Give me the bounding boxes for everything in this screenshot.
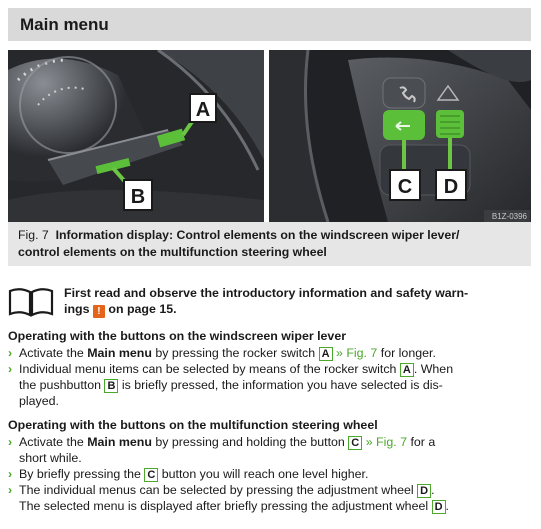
left-panel-wiper-lever [8, 50, 264, 222]
list-item: › By briefly pressing the C button you will reach one level higher. [8, 467, 369, 481]
callout-label-a: A [195, 99, 211, 121]
key-label-a: A [400, 363, 414, 377]
figure-illustration [8, 50, 531, 222]
callout-label-b: B [130, 186, 146, 208]
bullet-arrow-icon: › [8, 467, 13, 481]
figure-number: Fig. 7 [18, 228, 49, 242]
figure-caption [8, 222, 531, 266]
key-label-d: D [432, 500, 446, 514]
key-label-c: C [348, 436, 362, 450]
key-label-b: B [104, 379, 118, 393]
section-heading-wiper-lever: Operating with the buttons on the windscreen wiper lever [8, 329, 347, 343]
figure-title-line1: Information display: Control elements on the windscreen wiper lever/ [55, 228, 460, 242]
callout-label-d: D [443, 176, 459, 198]
figure-title-line2: control elements on the multifunction steering wheel [18, 245, 327, 259]
instructions [8, 328, 531, 514]
list-item: › Individual menu items can be selected by means of the rocker switch A . When the pushbutton B is briefly pressed, the information you have selected is dis- played. [8, 362, 454, 408]
figure-7 [8, 50, 531, 222]
page-header [8, 8, 531, 41]
bullet-arrow-icon: › [8, 483, 13, 497]
bullet-arrow-icon: › [8, 346, 13, 360]
figure-reference-link[interactable]: » Fig. 7 [365, 435, 408, 449]
figure-code: B1Z-0396 [491, 212, 527, 221]
bullet-arrow-icon: › [8, 435, 13, 449]
safety-note-line1: First read and observe the introductory information and safety warn- [64, 286, 469, 300]
callout-label-c: C [397, 176, 413, 198]
list-item: › Activate the Main menu by pressing and holding the button C » Fig. 7 for a short while. [8, 435, 436, 465]
section-heading-steering-wheel: Operating with the buttons on the multifunction steering wheel [8, 418, 378, 432]
book-icon [8, 287, 54, 317]
safety-note [8, 285, 531, 321]
key-label-a: A [319, 347, 333, 361]
list-item: › The individual menus can be selected by pressing the adjustment wheel D . The selected menu is displayed after briefly pressing the adjustment wheel D . [8, 483, 449, 513]
right-panel-steering-wheel [269, 50, 531, 222]
page-title: Main menu [20, 14, 109, 34]
key-label-c: C [144, 468, 158, 482]
panel-divider [264, 50, 269, 222]
key-label-d: D [417, 484, 431, 498]
list-item: › Activate the Main menu by pressing the rocker switch A » Fig. 7 for longer. [8, 346, 436, 360]
figure-reference-link[interactable]: » Fig. 7 [336, 346, 378, 360]
bullet-arrow-icon: › [8, 362, 13, 376]
warning-icon: ! [93, 305, 105, 318]
safety-note-line2-post: on page 15. [108, 302, 177, 316]
safety-note-line2-pre: ings [64, 302, 90, 316]
